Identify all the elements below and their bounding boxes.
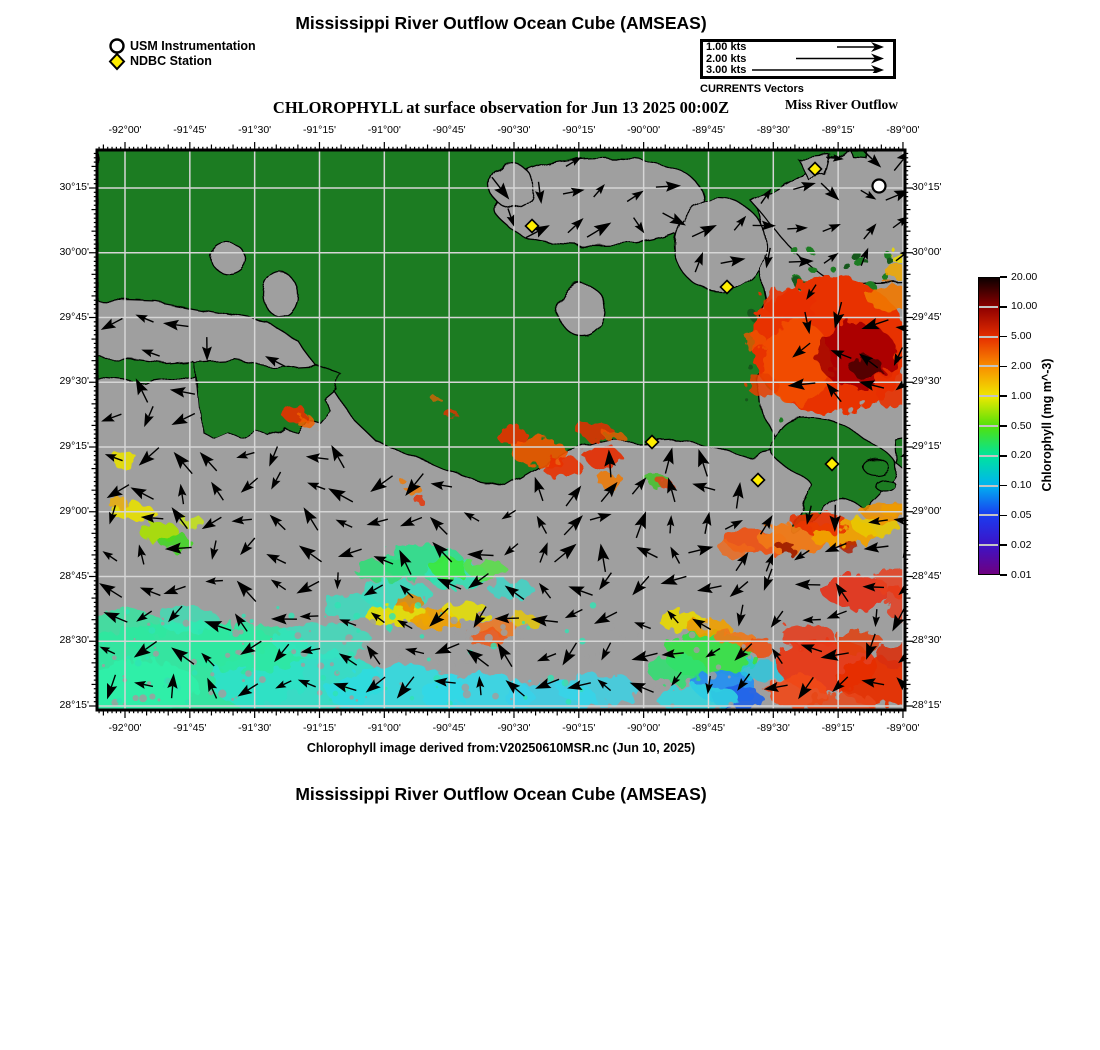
- colorbar-segment-line: [979, 365, 998, 367]
- map-layers: [67, 144, 924, 718]
- colorbar-tick-label: 0.01: [1011, 568, 1032, 581]
- colorbar-tick: [1000, 366, 1007, 368]
- lat-tick-label-left: 29°45': [59, 310, 89, 323]
- lon-tick-label-top: -92°00': [108, 124, 142, 136]
- lat-tick-label-right: 29°15': [912, 440, 942, 452]
- lon-tick-label-bottom: -90°30': [497, 722, 531, 734]
- lon-tick-label-bottom: -90°15': [562, 722, 596, 734]
- lon-tick-label-top: -90°30': [497, 124, 531, 136]
- ndbc-diamond-icon: [110, 54, 124, 69]
- vector-legend-label-1: 1.00 kts: [706, 41, 747, 53]
- lat-tick-label-left: 30°15': [59, 181, 89, 193]
- colorbar-segment-line: [979, 485, 998, 487]
- lon-tick-label-bottom: -91°15': [302, 722, 337, 734]
- colorbar-tick-label: 10.00: [1011, 300, 1038, 313]
- lon-tick-label-bottom: -91°45': [173, 722, 207, 734]
- lat-tick-label-right: 29°30': [912, 375, 942, 388]
- lon-tick-label-bottom: -91°30': [238, 722, 272, 734]
- usm-station-marker: [873, 180, 886, 193]
- source-caption: Chlorophyll image derived from:V20250610MSR.nc (Jun 10, 2025): [306, 741, 696, 755]
- colorbar-segment-line: [979, 455, 998, 457]
- colorbar-segment-line: [979, 395, 998, 397]
- lon-tick-label-top: -90°15': [562, 124, 596, 136]
- vector-legend-arrows: [700, 39, 890, 73]
- marker-legend-icons: [106, 36, 128, 72]
- usm-circle-icon: [111, 40, 124, 53]
- colorbar-tick: [1000, 574, 1007, 576]
- colorbar-tick-label: 0.20: [1011, 449, 1032, 462]
- colorbar-segment-line: [979, 544, 998, 546]
- lon-tick-label-bottom: -89°15': [821, 722, 855, 734]
- lat-tick-label-left: 28°45': [59, 569, 89, 582]
- colorbar-tick: [1000, 425, 1007, 427]
- colorbar-segment-line: [979, 336, 998, 338]
- usm-legend-label: USM Instrumentation: [130, 39, 256, 53]
- lat-tick-label-right: 29°45': [912, 310, 942, 323]
- ndbc-legend-label: NDBC Station: [130, 54, 212, 68]
- lat-tick-label-right: 28°45': [912, 569, 942, 582]
- colorbar-tick-label: 1.00: [1011, 389, 1032, 402]
- map-subtitle: CHLOROPHYLL at surface observation for Jun 13 2025 00:00Z: [272, 98, 730, 117]
- lon-tick-label-bottom: -89°00': [886, 722, 920, 734]
- lon-tick-label-bottom: -91°00': [367, 722, 401, 734]
- lon-tick-label-top: -90°00': [627, 124, 661, 136]
- outflow-label: Miss River Outflow: [785, 97, 898, 112]
- lon-tick-label-top: -91°45': [173, 124, 207, 136]
- lon-tick-label-top: -89°00': [886, 124, 920, 136]
- colorbar-tick-label: 0.50: [1011, 419, 1032, 432]
- lon-tick-label-top: -89°45': [691, 124, 725, 136]
- colorbar-tick: [1000, 515, 1007, 517]
- lat-tick-label-left: 28°15': [59, 699, 89, 711]
- colorbar-tick: [1000, 395, 1007, 397]
- map-plot: [97, 150, 905, 710]
- lon-tick-label-bottom: -90°00': [627, 722, 661, 734]
- colorbar-title: Chlorophyll (mg m^-3): [1040, 358, 1054, 492]
- page-title: Mississippi River Outflow Ocean Cube (AMSEAS): [295, 13, 707, 33]
- lat-tick-label-right: 30°15': [912, 181, 942, 193]
- lat-tick-label-left: 30°00': [59, 245, 89, 258]
- lon-tick-label-bottom: -90°45': [432, 722, 466, 734]
- colorbar-tick-label: 2.00: [1011, 359, 1032, 372]
- colorbar-segment-line: [979, 425, 998, 427]
- bottom-title: Mississippi River Outflow Ocean Cube (AMSEAS): [295, 784, 707, 804]
- lat-tick-label-left: 29°15': [59, 440, 89, 452]
- lon-tick-label-bottom: -89°30': [756, 722, 790, 734]
- colorbar-tick: [1000, 485, 1007, 487]
- lat-tick-label-left: 29°00': [59, 504, 89, 517]
- colorbar-tick: [1000, 336, 1007, 338]
- lon-tick-label-bottom: -92°00': [108, 722, 142, 734]
- lon-tick-label-top: -91°00': [367, 124, 401, 136]
- lon-tick-label-top: -91°15': [302, 124, 337, 136]
- lat-tick-label-right: 29°00': [912, 504, 942, 517]
- colorbar-tick-label: 0.05: [1011, 508, 1032, 521]
- colorbar-segment-line: [979, 514, 998, 516]
- lat-tick-label-right: 28°30': [912, 634, 942, 647]
- colorbar-tick: [1000, 306, 1007, 308]
- lon-tick-label-top: -89°30': [756, 124, 790, 136]
- lat-tick-label-left: 29°30': [59, 375, 89, 388]
- colorbar-tick: [1000, 455, 1007, 457]
- lon-tick-label-bottom: -89°45': [691, 722, 725, 734]
- vector-legend-label-2: 2.00 kts: [706, 52, 747, 65]
- vector-legend-label-3: 3.00 kts: [706, 64, 747, 76]
- currents-vectors-title: CURRENTS Vectors: [700, 83, 804, 95]
- colorbar-segment-line: [979, 306, 998, 308]
- colorbar-tick: [1000, 276, 1007, 278]
- lat-tick-label-left: 28°30': [59, 634, 89, 647]
- lat-tick-label-right: 28°15': [912, 699, 942, 711]
- colorbar-tick: [1000, 544, 1007, 546]
- colorbar-tick-label: 0.02: [1011, 538, 1032, 551]
- colorbar-tick-label: 0.10: [1011, 479, 1032, 492]
- lon-tick-label-top: -91°30': [238, 124, 272, 136]
- lon-tick-label-top: -90°45': [432, 124, 466, 136]
- colorbar-tick-label: 5.00: [1011, 330, 1032, 343]
- lon-tick-label-top: -89°15': [821, 124, 855, 136]
- lat-tick-label-right: 30°00': [912, 245, 942, 258]
- colorbar-tick-label: 20.00: [1011, 270, 1038, 283]
